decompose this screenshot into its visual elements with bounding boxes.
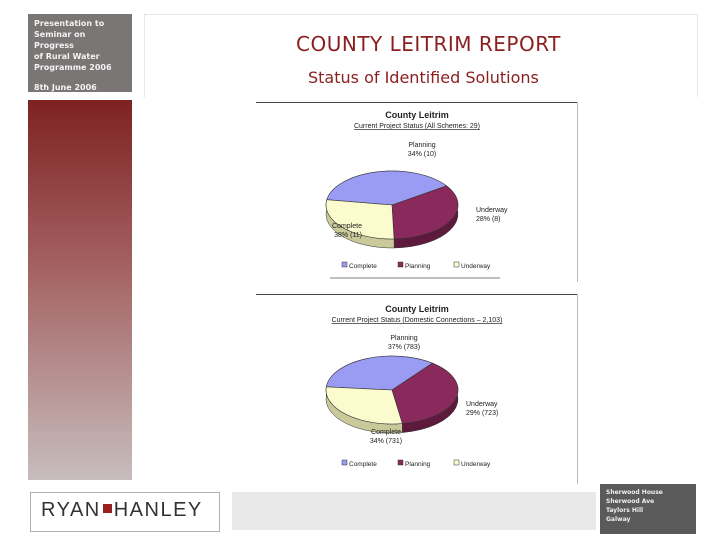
legend-swatch <box>398 262 403 267</box>
page-title: COUNTY LEITRIM REPORT <box>296 32 561 56</box>
office-address <box>600 484 696 534</box>
chart-panel-all-schemes <box>256 102 578 282</box>
legend-swatch <box>454 460 459 465</box>
legend-label: Planning <box>405 263 431 270</box>
data-label-category: Underway <box>476 207 508 214</box>
address-line: Taylors Hill <box>606 507 644 514</box>
data-label-category: Complete <box>332 223 362 230</box>
panel-border <box>577 294 578 484</box>
logo-square-icon <box>103 504 112 513</box>
presentation-info-box <box>28 14 132 92</box>
pie-chart-all-schemes <box>256 102 578 282</box>
legend-label: Complete <box>349 461 377 468</box>
logo-text <box>41 499 203 522</box>
legend-swatch <box>342 262 347 267</box>
data-label-value: 37% (783) <box>387 344 421 351</box>
logo-right: HANLEY <box>113 499 203 521</box>
panel-border <box>256 102 578 103</box>
presentation-date: 8th June 2006 <box>34 83 97 92</box>
legend-label: Underway <box>461 461 491 468</box>
presentation-line: of Rural Water <box>34 52 100 61</box>
presentation-line: Seminar on Progress <box>34 30 86 50</box>
legend-swatch <box>342 460 347 465</box>
legend-swatch <box>454 262 459 267</box>
logo-left: RYAN <box>41 499 101 521</box>
legend-label: Complete <box>349 263 377 270</box>
footer-bar <box>232 492 596 530</box>
chart-panel-domestic-connections <box>256 294 578 484</box>
data-label-value: 34% (10) <box>407 151 437 158</box>
page-subtitle: Status of Identified Solutions <box>308 68 539 87</box>
data-label-value: 28% (8) <box>476 216 501 223</box>
chart-title: County Leitrim <box>385 110 449 120</box>
pie-chart-domestic-connections <box>256 294 578 484</box>
chart-subtitle: Current Project Status (All Schemes: 29) <box>353 123 481 130</box>
address-line: Sherwood Ave <box>606 498 655 505</box>
panel-border <box>577 102 578 282</box>
legend-label: Underway <box>461 263 491 270</box>
ryan-hanley-logo <box>30 492 220 532</box>
address-line: Sherwood House <box>606 489 663 496</box>
chart-title: County Leitrim <box>385 304 449 314</box>
data-label-value: 29% (723) <box>466 410 499 417</box>
data-label-value: 34% (731) <box>369 438 403 445</box>
panel-border <box>256 294 578 295</box>
data-label-category: Complete <box>371 429 401 436</box>
presentation-info <box>34 18 126 73</box>
legend-swatch <box>398 460 403 465</box>
data-label-category: Underway <box>466 401 498 408</box>
data-label-category: Planning <box>390 335 418 342</box>
presentation-line: Programme 2006 <box>34 63 112 72</box>
sidebar-gradient <box>28 100 132 480</box>
legend-label: Planning <box>405 461 431 468</box>
chart-subtitle: Current Project Status (Domestic Connections – 2,103) <box>331 317 503 324</box>
data-label-value: 38% (11) <box>334 232 362 239</box>
data-label-category: Planning <box>408 142 436 149</box>
presentation-line: Presentation to <box>34 19 105 28</box>
address-line: Galway <box>606 516 631 523</box>
